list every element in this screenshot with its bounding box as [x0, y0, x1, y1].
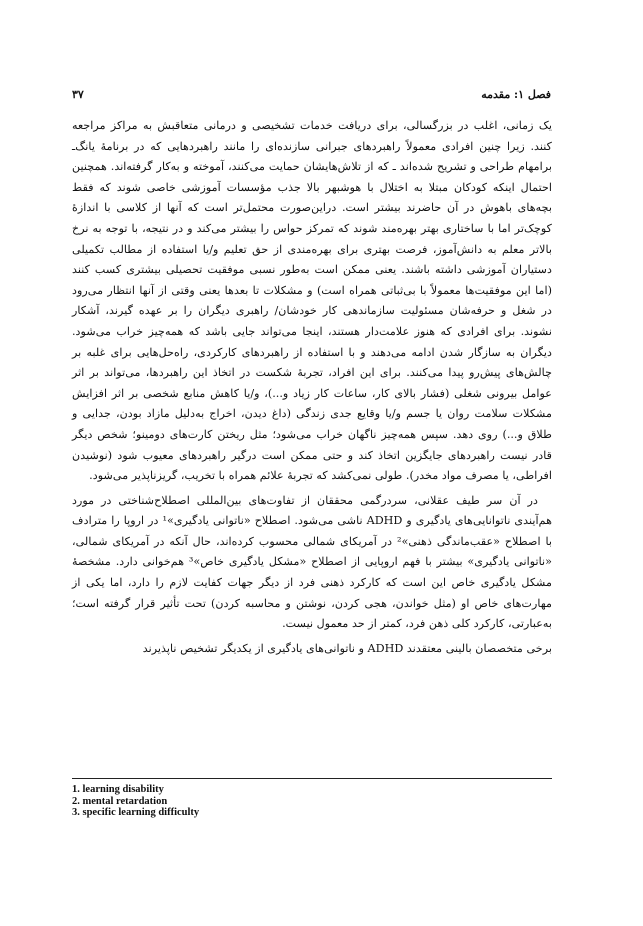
- body-text: [72, 116, 552, 659]
- footnote-divider: [72, 778, 552, 779]
- footnote-3: 3. specific learning difficulty: [72, 807, 200, 818]
- running-header: [72, 86, 551, 102]
- footnotes: [72, 784, 372, 819]
- chapter-title: فصل ۱: مقدمه: [481, 87, 551, 101]
- page-number: ۳۷: [72, 87, 84, 101]
- paragraph-1: یک زمانی، اغلب در بزرگسالی، برای دریافت خدمات تشخیصی و درمانی متعاقبش به مراکز مراجعه کنند. زیرا چنین افرادی معمولاً راهبردهای جبرانی سازنده‌ای را مانند راهبردهایی که در برنامهٔ یانگ‌ـ برامهام طراحی و تشریح شده‌اند ـ که از تلاش‌هایشان حمایت می‌کنند، آموخته و به‌کار گرفته‌اند. همچنین احتمال اینکه کودکان مبتلا به اختلال با هوشبهر بالا جذب مؤسسات آموزشی خاصی شوند که فقط بچه‌های باهوش در آن حاضرند بیشتر است. دراین‌صورت محتمل‌تر است که آنها از کلاسی با اندازهٔ کوچک‌تر اما با ساختاری بهتر بهره‌مند شوند که تمرکز حواس را بیشتر می‌کند و در نتیجه، با توجه به نرخ بالاتر معلم به دانش‌آموز، فرصت بهتری برای بهره‌مندی از حق تعلیم و/یا استفاده از مطالب تکمیلی دستیاران آموزشی داشته باشند. یعنی ممکن است به‌طور نسبی موفقیت تحصیلی بیشتری کسب کنند (اما این موفقیت‌ها معمولاً با بی‌ثباتی همراه است) و مشکلات تا بعدها یعنی وقتی از آنها انتظار می‌رود در شغل و حرفه‌شان مسئولیت سازماندهی کار خودشان/ راهبری دیگران را بر عهده گیرند، آشکار نشوند. برای افرادی که هنوز علامت‌دار هستند، اینجا می‌تواند جایی باشد که همه‌چیز خراب می‌شود. دیگران به سازگار شدن ادامه می‌دهند و با استفاده از راهبردهای کارکردی، راه‌حل‌هایی برای غلبه بر چالش‌های پیش‌رو پیدا می‌کنند. برای این افراد، تجربهٔ شکست در اتخاذ این راهبردها، می‌تواند بر اثر عوامل بیرونی شغلی (فشار بالای کار، ساعات کار زیاد و...)، و/یا کاهش منابع شخصی بر اثر افزایش مشکلات سلامت روان یا جسم و/یا وقایع جدی زندگی (داغ دیدن، اخراج به‌دلیل مازاد بودن، جدایی و طلاق و...) روی دهد. سپس همه‌چیز ناگهان خراب می‌شود؛ مثل ریختن کارت‌های دومینو؛ شخص دیگر قادر نیست راهبردهای جایگزین اتخاذ کند و حتی ممکن است درگیر راهبردهای معیوب شود (نوشیدن افراطی، یا مصرف مواد مخدر). طولی نمی‌کشد که تجربهٔ علائم همراه با تخریب، گریزناپذیر می‌شود.: [72, 119, 552, 483]
- paragraph-3: برخی متخصصان بالینی معتقدند ADHD و ناتوانی‌های یادگیری از یکدیگر تشخیص ناپذیرند: [142, 641, 552, 655]
- footnote-1: 1. learning disability: [72, 784, 164, 795]
- paragraph-2: در آن سر طیف عقلانی، سردرگمی محققان از تفاوت‌های بین‌المللی اصطلاح‌شناختی در مورد هم‌آیندی ناتوانایی‌های یادگیری و ADHD ناشی می‌شود. اصطلاح «ناتوانی یادگیری»¹ در اروپا را مترادف با اصطلاح «عقب‌ماندگی ذهنی»² در آمریکای شمالی محسوب کرده‌اند، حال آنکه در آمریکای شمالی، «ناتوانی یادگیری» بیشتر با فهم اروپایی از اصطلاح «مشکل یادگیری خاص»³ هم‌خوانی دارد. مشخصهٔ مشکل یادگیری خاص این است که کارکرد ذهنی فرد از دیگر جهات کفایت لازم را دارد، اما یکی از مهارت‌های خاص او (مثل خواندن، هجی کردن، نوشتن و محاسبه کردن) تحت تأثیر قرار گرفته است؛ به‌عبارتی، کارکرد کلی ذهن فرد، کمتر از حد معمول نیست.: [72, 493, 552, 631]
- footnote-2: 2. mental retardation: [72, 795, 168, 807]
